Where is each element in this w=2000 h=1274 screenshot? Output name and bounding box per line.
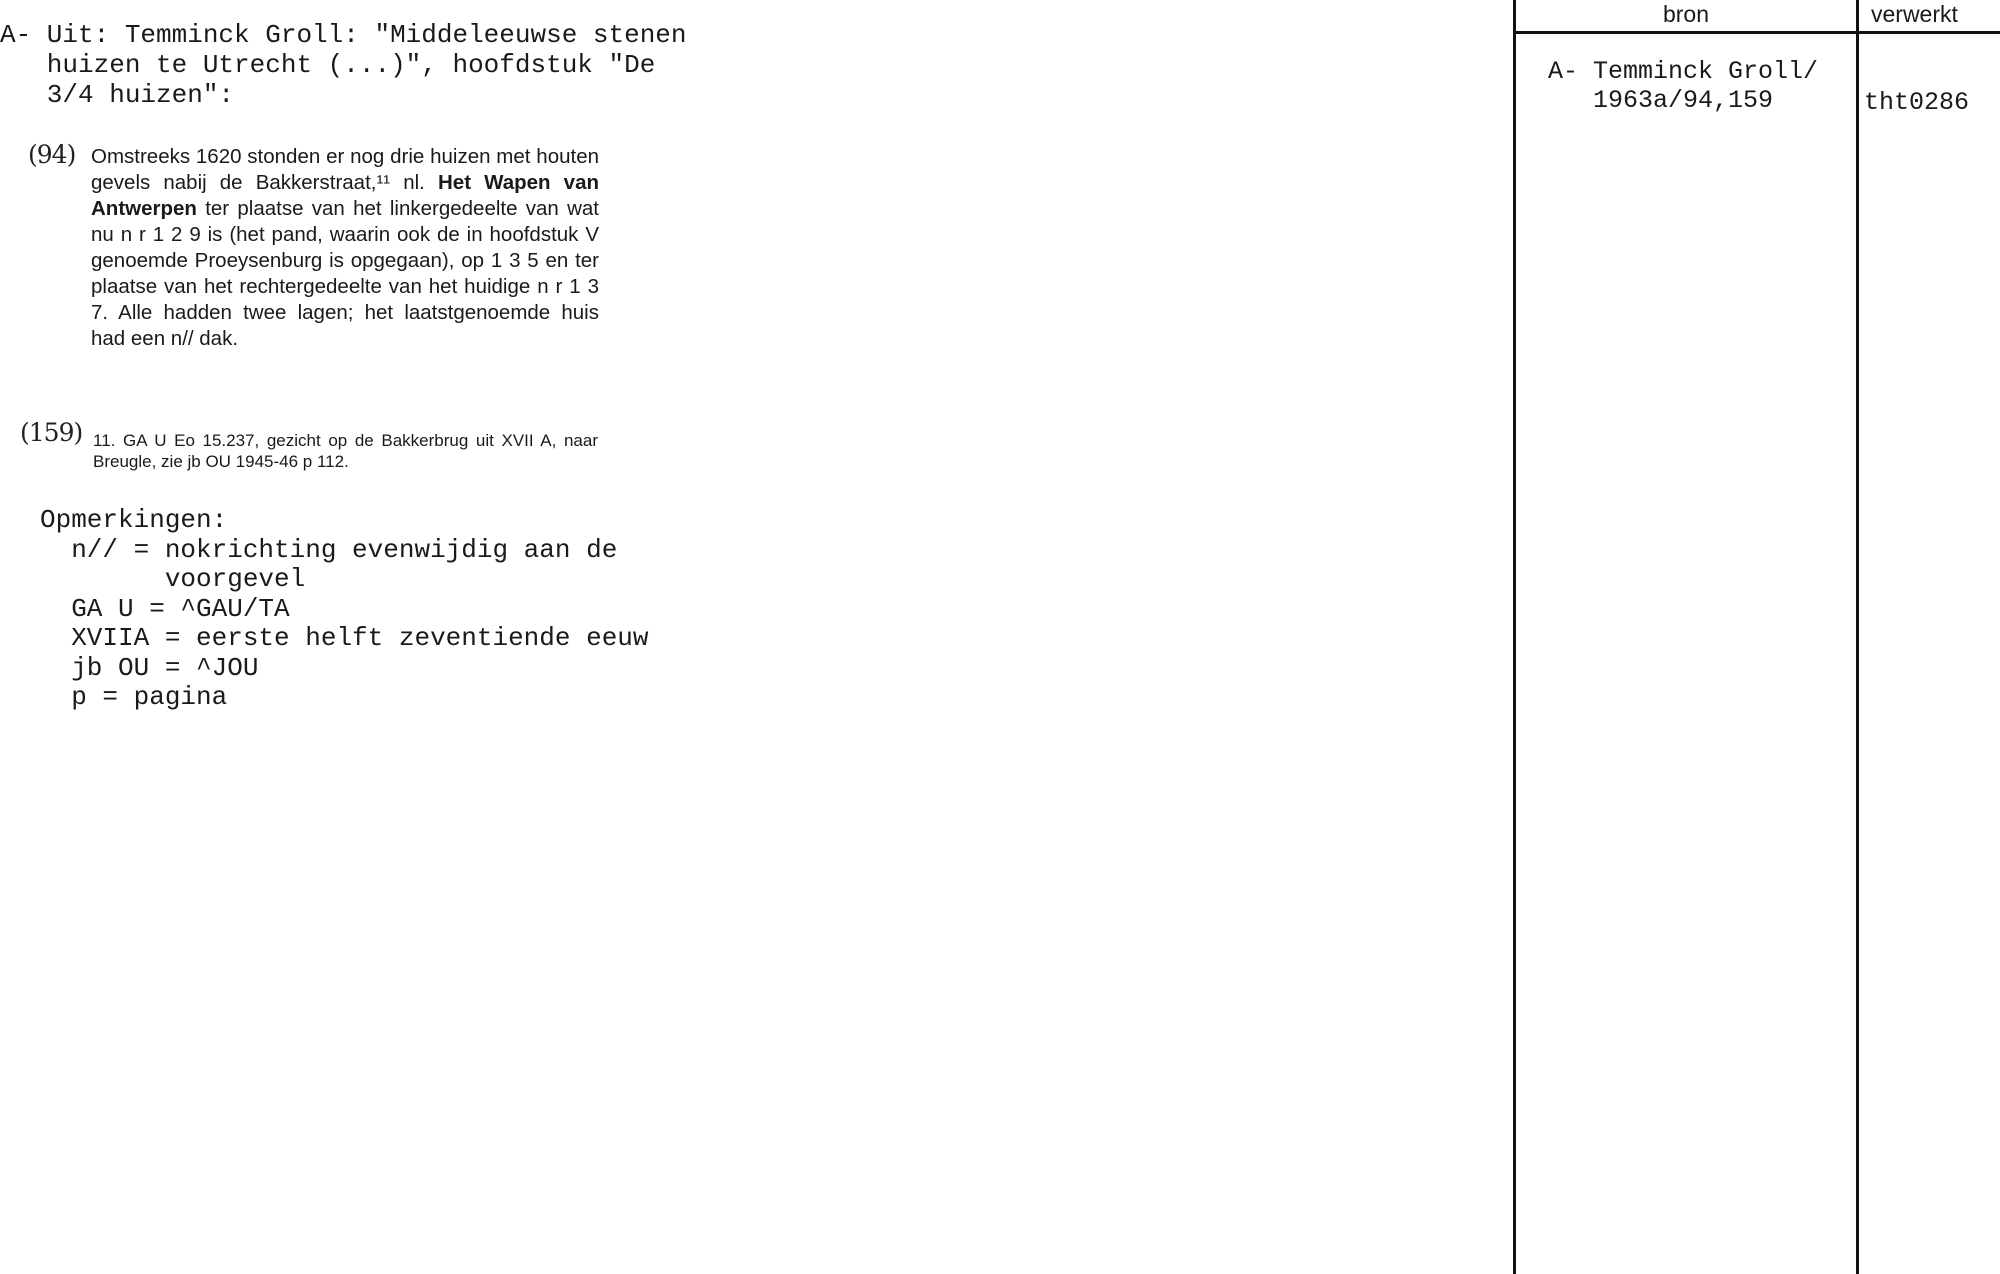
remarks-line: voorgevel <box>40 564 306 594</box>
column-header-verwerkt: verwerkt <box>1871 1 1958 27</box>
remarks-line: p = pagina <box>40 682 228 712</box>
quote-text: ter plaatse van het linkergedeelte van wat nu n r 1 2 9 is (het pand, waarin ook de in hoofdstuk V genoemde Proeysenburg is opgegaan), op 1 3 5 en ter plaatse van het rechtergedeelte van het huidige n r 1 3 7. Alle hadden twee lagen; het laatstgenoemde huis had een n// dak. <box>91 197 599 350</box>
verwerkt-entry: tht0286 <box>1864 88 1970 117</box>
source-heading-line: A- Uit: Temminck Groll: "Middeleeuwse stenen <box>0 20 687 50</box>
quote-bold-name: Het Wapen van Antwerpen <box>91 171 599 220</box>
column-header-bron: bron <box>1662 1 1710 27</box>
source-heading-line: huizen te Utrecht (...)", hoofdstuk "De <box>0 50 656 80</box>
bron-entry <box>1548 57 1818 115</box>
page-ref-quote: (94) <box>28 140 76 169</box>
remarks-title: Opmerkingen: <box>40 505 228 535</box>
header-rule <box>1513 31 2000 34</box>
bron-entry-line: A- Temminck Groll/ <box>1548 57 1819 86</box>
source-heading <box>0 20 687 110</box>
remarks-line: n// = nokrichting evenwijdig aan de <box>40 534 618 565</box>
page-ref-footnote: (159) <box>20 418 83 447</box>
quote-paragraph <box>91 144 599 352</box>
quote-text: Omstreeks 1620 stonden er nog drie huizen met houten gevels nabij de Bakkerstraat,¹¹ nl. <box>91 145 599 194</box>
source-heading-line: 3/4 huizen": <box>0 80 235 110</box>
remarks-line: GA U = ^GAU/TA <box>40 593 290 624</box>
column-divider-left <box>1513 0 1516 1274</box>
remarks-block <box>40 506 649 713</box>
footnote: 11. GA U Eo 15.237, gezicht op de Bakkerbrug uit XVII A, naar Breugle, zie jb OU 1945-46 p 112. <box>93 431 598 471</box>
bron-entry-line: 1963a/94,159 <box>1548 86 1774 115</box>
remarks-line: XVIIA = eerste helft zeventiende eeuw <box>40 623 649 653</box>
column-divider-middle <box>1856 0 1859 1274</box>
remarks-line: jb OU = ^JOU <box>40 652 259 683</box>
